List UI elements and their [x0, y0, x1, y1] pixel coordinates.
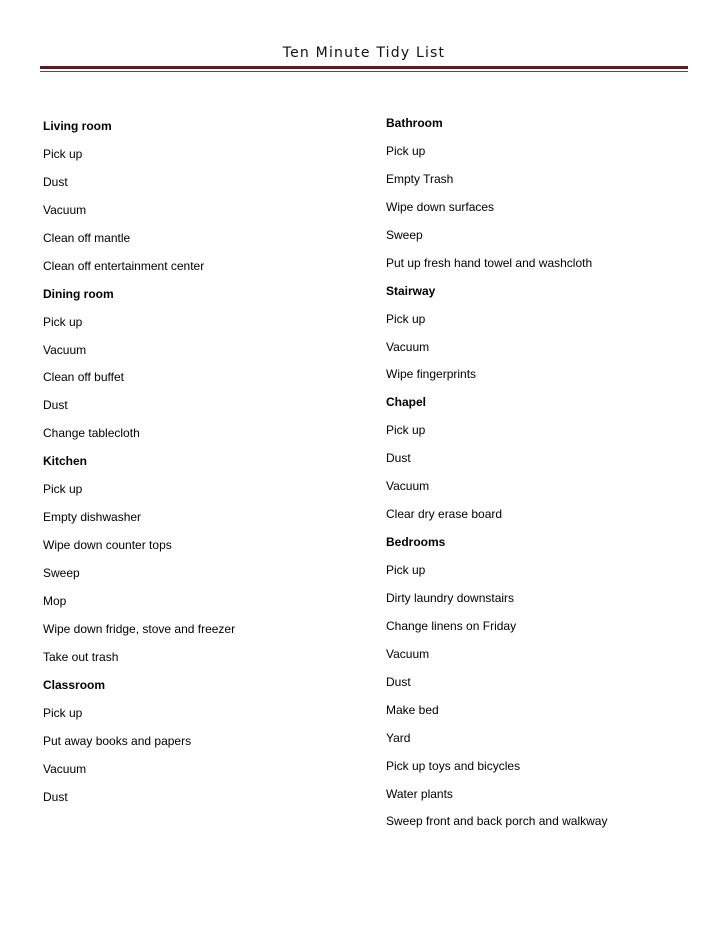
task-item: Dust	[43, 789, 68, 804]
task-item: Sweep	[43, 566, 80, 580]
task-item: Vacuum	[386, 339, 430, 354]
task-item: Dirty laundry downstairs	[386, 590, 515, 605]
document-title: Ten Minute Tidy List	[282, 45, 446, 61]
task-item: Wipe down counter tops	[43, 538, 172, 553]
task-item: Pick up	[43, 146, 83, 161]
task-item: Pick up	[386, 311, 426, 326]
task-item: Dust	[43, 398, 68, 413]
task-item: Sweep front and back porch and walkway	[386, 814, 608, 829]
task-item: Dust	[43, 174, 68, 189]
task-item: Clear dry erase board	[386, 507, 503, 522]
task-item: Vacuum	[386, 479, 430, 494]
task-item: Pick up	[43, 705, 83, 720]
task-item: Sweep	[386, 227, 423, 242]
title-rule-thick	[40, 66, 688, 69]
task-item: Yard	[386, 730, 411, 745]
task-item: Clean off entertainment center	[43, 258, 205, 273]
task-item: Empty Trash	[386, 171, 454, 186]
task-item: Take out trash	[43, 649, 119, 664]
task-item: Put away books and papers	[43, 733, 192, 748]
task-item: Pick up	[386, 423, 426, 438]
task-item: Vacuum	[386, 646, 430, 661]
task-item: Pick up toys and bicycles	[386, 758, 521, 773]
task-item: Mop	[43, 593, 67, 608]
section-heading: Living room	[43, 119, 112, 133]
task-item: Vacuum	[43, 342, 87, 357]
task-item: Pick up	[386, 563, 426, 577]
section-heading: Bathroom	[386, 116, 443, 130]
section-heading: Chapel	[386, 395, 427, 410]
task-item: Pick up	[43, 314, 83, 329]
task-item: Vacuum	[43, 761, 87, 776]
task-item: Clean off buffet	[43, 370, 124, 385]
task-item: Wipe fingerprints	[386, 367, 477, 382]
section-heading: Bedrooms	[386, 535, 446, 550]
title-rule-thin	[40, 71, 688, 72]
task-item: Pick up	[386, 143, 426, 158]
task-item: Pick up	[43, 482, 83, 497]
task-item: Change tablecloth	[43, 426, 140, 441]
section-heading: Stairway	[386, 283, 436, 298]
right-task-column	[386, 114, 716, 840]
task-item: Vacuum	[43, 202, 87, 217]
task-item: Dust	[386, 451, 411, 466]
task-item: Water plants	[386, 786, 453, 801]
left-task-column	[43, 117, 363, 815]
section-heading: Kitchen	[43, 454, 88, 469]
task-item: Dust	[386, 674, 411, 689]
task-item: Make bed	[386, 702, 439, 717]
task-item: Wipe down surfaces	[386, 199, 495, 214]
task-item: Empty dishwasher	[43, 510, 142, 525]
task-item: Wipe down fridge, stove and freezer	[43, 621, 236, 636]
task-item: Clean off mantle	[43, 230, 131, 245]
section-heading: Dining room	[43, 286, 114, 301]
section-heading: Classroom	[43, 677, 106, 692]
task-item: Put up fresh hand towel and washcloth	[386, 255, 593, 270]
task-item: Change linens on Friday	[386, 618, 517, 633]
